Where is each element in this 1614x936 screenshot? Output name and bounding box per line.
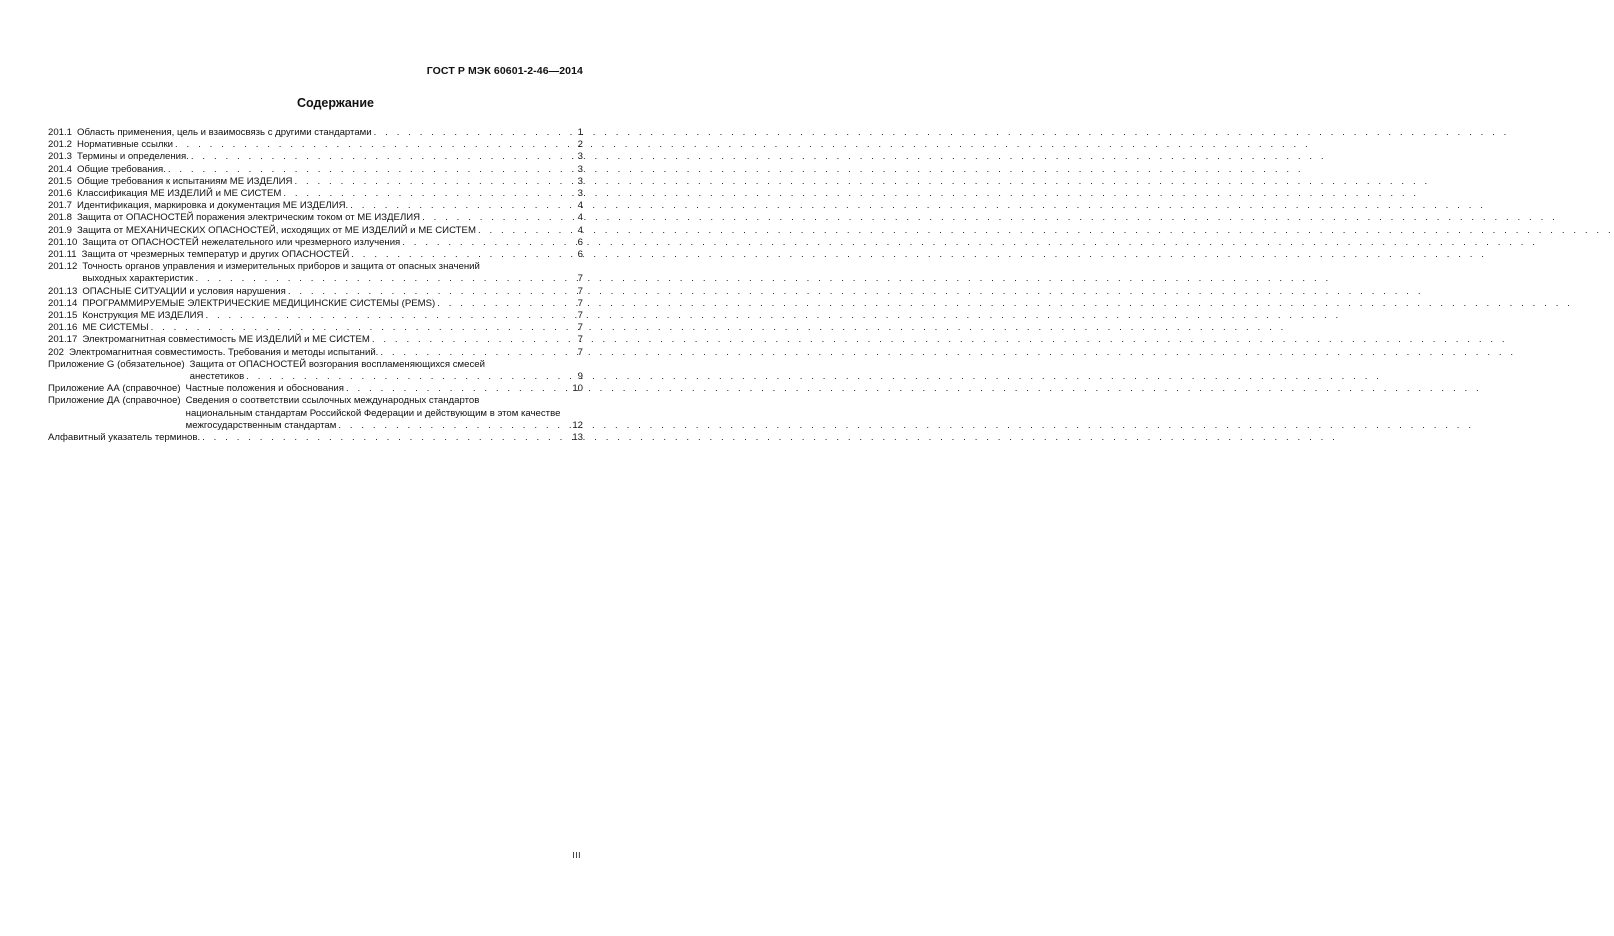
toc-entry xyxy=(48,395,583,432)
toc-entry xyxy=(48,347,583,359)
toc-entry xyxy=(48,261,583,285)
toc-entry-body xyxy=(48,432,583,444)
toc-entry-title: Защита от чрезмерных температур и других ОПАСНОСТЕЙ xyxy=(81,249,350,261)
toc-entry-title: Частные положения и обоснования xyxy=(185,383,344,395)
toc-entry xyxy=(48,188,583,200)
toc-entry-number: 201.4 xyxy=(48,163,73,175)
toc-entry-body xyxy=(77,127,583,139)
toc-entry-last-line xyxy=(82,310,583,322)
toc-entry-number: 201.6 xyxy=(48,188,73,200)
toc-entry-title: Классификация МЕ ИЗДЕЛИЙ и МЕ СИСТЕМ xyxy=(77,188,282,200)
toc-entry-title: ОПАСНЫЕ СИТУАЦИИ и условия нарушения xyxy=(82,285,286,297)
toc-entry xyxy=(48,237,583,249)
toc-entry-title-line: Точность органов управления и измерительных приборов и защита от опасных значений xyxy=(82,261,480,273)
toc-entry-body xyxy=(77,164,583,176)
toc-entry-body xyxy=(77,212,583,224)
toc-entry xyxy=(48,383,583,395)
toc-entry-body xyxy=(82,310,583,322)
toc-entry-page: 7 xyxy=(577,346,583,358)
toc-entry-page: 4 xyxy=(577,200,583,212)
toc-entry-number: 201.8 xyxy=(48,212,73,224)
page-number: III xyxy=(572,850,581,860)
dot-leader xyxy=(191,151,575,163)
toc-entry-last-line xyxy=(82,298,583,310)
dot-leader xyxy=(351,249,575,261)
toc-entry xyxy=(48,334,583,346)
toc-entry-body xyxy=(82,322,583,334)
toc-entry-page: 4 xyxy=(577,212,583,224)
toc-entry-body xyxy=(82,237,583,249)
toc-entry-title: Защита от ОПАСНОСТЕЙ нежелательного или чрезмерного излучения xyxy=(82,236,401,248)
toc-entry xyxy=(48,286,583,298)
toc-entry-body xyxy=(77,139,583,151)
toc-entry-title: Термины и определения. xyxy=(77,151,189,163)
dot-leader xyxy=(288,286,575,298)
toc-entry-body xyxy=(69,347,583,359)
toc-entry-page: 3 xyxy=(577,163,583,175)
toc-entry-body xyxy=(186,383,583,395)
toc-entry-title: Электромагнитная совместимость. Требования и методы испытаний. xyxy=(69,346,379,358)
toc-entry-title: Общие требования к испытаниям МЕ ИЗДЕЛИЯ xyxy=(77,175,293,187)
toc-entry-title: Нормативные ссылки xyxy=(77,139,174,151)
toc-entry-page: 2 xyxy=(577,139,583,151)
toc-title: Содержание xyxy=(296,96,374,110)
dot-leader xyxy=(350,200,575,212)
toc-entry-last-line xyxy=(190,371,583,383)
toc-entry-body xyxy=(82,261,583,285)
toc-entry-title: Электромагнитная совместимость МЕ ИЗДЕЛИЙ и МЕ СИСТЕМ xyxy=(82,334,370,346)
toc-entry-page: 6 xyxy=(577,236,583,248)
dot-leader xyxy=(283,188,575,200)
toc-entry-number: 201.12 xyxy=(48,261,78,273)
toc-entry-page: 7 xyxy=(577,285,583,297)
toc-entry-page: 10 xyxy=(572,383,583,395)
toc-entry-number: 201.9 xyxy=(48,224,73,236)
toc-entry-last-line xyxy=(69,347,583,359)
toc-entry-last-line xyxy=(186,383,583,395)
toc-entry-page: 7 xyxy=(577,334,583,346)
toc-entry-last-line xyxy=(77,151,583,163)
toc-entry-page: 7 xyxy=(577,322,583,334)
toc-entry-title-line: Защита от ОПАСНОСТЕЙ возгорания воспламеняющихся смесей xyxy=(189,358,485,370)
toc-entry-page: 13 xyxy=(572,432,583,444)
toc-entry-page: 7 xyxy=(577,310,583,322)
toc-entry-number: 201.15 xyxy=(48,310,78,322)
dot-leader xyxy=(246,371,575,383)
toc-entry-body xyxy=(77,200,583,212)
toc-entry-last-line xyxy=(77,164,583,176)
toc-entry xyxy=(48,139,583,151)
toc-entry xyxy=(48,298,583,310)
toc-entry-title: Общие требования. xyxy=(77,163,166,175)
dot-leader xyxy=(437,298,575,310)
toc-entry-page: 7 xyxy=(577,273,583,285)
toc-entry-last-line xyxy=(77,139,583,151)
dot-leader xyxy=(374,127,575,139)
toc-entry-number: 201.10 xyxy=(48,236,78,248)
toc-entry-body xyxy=(82,298,583,310)
toc-entry-last-line xyxy=(82,273,583,285)
toc-entry-number: 201.1 xyxy=(48,127,73,138)
toc-entry-page: 7 xyxy=(577,297,583,309)
toc-entry-last-line xyxy=(77,127,583,139)
dot-leader xyxy=(195,273,575,285)
toc-entry-page: 12 xyxy=(572,419,583,431)
document-code: ГОСТ Р МЭК 60601-2-46—2014 xyxy=(426,65,583,77)
toc-entry xyxy=(48,176,583,188)
toc-entry-number: 201.13 xyxy=(48,285,78,297)
toc-entry-title: анестетиков xyxy=(189,371,245,383)
dot-leader xyxy=(422,212,575,224)
toc-entry-page: 4 xyxy=(577,224,583,236)
toc-entry-number: 201.5 xyxy=(48,175,73,187)
toc-entry-last-line xyxy=(82,286,583,298)
toc-entry-body xyxy=(77,176,583,188)
toc-entry-number: 201.17 xyxy=(48,334,78,346)
toc-entry-title: Область применения, цель и взаимосвязь с другими стандартами xyxy=(77,127,372,138)
toc-entry-title: МЕ СИСТЕМЫ xyxy=(82,322,149,334)
toc-entry xyxy=(48,322,583,334)
dot-leader xyxy=(346,383,570,395)
toc-entry xyxy=(48,127,583,139)
toc-entry-number: 201.11 xyxy=(48,249,77,261)
toc-entry-title: Защита от МЕХАНИЧЕСКИХ ОПАСНОСТЕЙ, исходящих от МЕ ИЗДЕЛИЙ и МЕ СИСТЕМ xyxy=(77,224,476,236)
toc-entry-page: 9 xyxy=(577,371,583,383)
toc-entry-number: 201.7 xyxy=(48,200,73,212)
toc-entry-last-line xyxy=(82,237,583,249)
toc-entry xyxy=(48,212,583,224)
toc-entry-title: ПРОГРАММИРУЕМЫЕ ЭЛЕКТРИЧЕСКИЕ МЕДИЦИНСКИЕ СИСТЕМЫ (PEMS) xyxy=(82,297,436,309)
dot-leader xyxy=(205,310,575,322)
toc-entry xyxy=(48,151,583,163)
dot-leader xyxy=(151,322,575,334)
toc-entry-title: Конструкция МЕ ИЗДЕЛИЯ xyxy=(82,310,204,322)
dot-leader xyxy=(294,176,575,188)
toc-entry-title: Алфавитный указатель терминов. xyxy=(48,432,201,444)
toc-entry-body xyxy=(190,359,583,383)
toc-entry-last-line xyxy=(82,322,583,334)
toc-entry-last-line xyxy=(82,334,583,346)
dot-leader xyxy=(372,334,575,346)
toc-entry-last-line xyxy=(77,176,583,188)
toc-entry xyxy=(48,359,583,383)
toc-entry xyxy=(48,310,583,322)
toc-entry-number: Приложение ДА (справочное) xyxy=(48,395,181,407)
toc-entry-number: 201.3 xyxy=(48,151,73,163)
toc-entry-number: Приложение АА (справочное) xyxy=(48,383,181,395)
toc-entry-number: 201.16 xyxy=(48,322,78,334)
dot-leader xyxy=(338,420,570,432)
dot-leader xyxy=(380,347,575,359)
toc-entry-title: межгосударственным стандартам xyxy=(185,419,337,431)
table-of-contents xyxy=(48,127,583,444)
toc-entry-body xyxy=(77,188,583,200)
toc-entry-number: 201.14 xyxy=(48,297,78,309)
dot-leader xyxy=(478,225,575,237)
toc-entry-page: 3 xyxy=(577,175,583,187)
toc-entry-page: 6 xyxy=(577,249,583,261)
toc-entry-title: Идентификация, маркировка и документация МЕ ИЗДЕЛИЯ. xyxy=(77,200,349,212)
toc-entry xyxy=(48,164,583,176)
toc-entry-body xyxy=(82,249,583,261)
dot-leader xyxy=(168,164,575,176)
toc-entry-last-line xyxy=(48,432,583,444)
toc-entry xyxy=(48,225,583,237)
toc-entry-title: Защита от ОПАСНОСТЕЙ поражения электрическим током от МЕ ИЗДЕЛИЯ xyxy=(77,212,421,224)
dot-leader xyxy=(175,139,575,151)
toc-entry-page: 3 xyxy=(577,188,583,200)
toc-entry-last-line xyxy=(186,420,583,432)
toc-entry-last-line xyxy=(77,188,583,200)
toc-entry-last-line xyxy=(77,212,583,224)
toc-entry-page: 3 xyxy=(577,151,583,163)
toc-entry-last-line xyxy=(77,200,583,212)
toc-entry-title: выходных характеристик xyxy=(82,273,194,285)
toc-entry-body xyxy=(82,286,583,298)
toc-entry-body xyxy=(82,334,583,346)
toc-entry-last-line xyxy=(77,225,583,237)
toc-entry-last-line xyxy=(82,249,583,261)
toc-entry-body xyxy=(77,151,583,163)
toc-entry-body xyxy=(186,395,583,432)
toc-entry-number: 202 xyxy=(48,346,65,358)
toc-entry-number: Приложение G (обязательное) xyxy=(48,358,185,370)
toc-entry-title-line: Сведения о соответствии ссылочных международных стандартов xyxy=(185,395,480,407)
toc-entry xyxy=(48,249,583,261)
toc-entry xyxy=(48,432,583,444)
toc-entry-title-line: национальным стандартам Российской Федерации и действующим в этом качестве xyxy=(185,407,561,419)
toc-entry xyxy=(48,200,583,212)
toc-entry-body xyxy=(77,225,583,237)
toc-entry-page: 1 xyxy=(577,127,583,138)
dot-leader xyxy=(202,432,570,444)
toc-entry-number: 201.2 xyxy=(48,139,73,151)
dot-leader xyxy=(402,237,575,249)
